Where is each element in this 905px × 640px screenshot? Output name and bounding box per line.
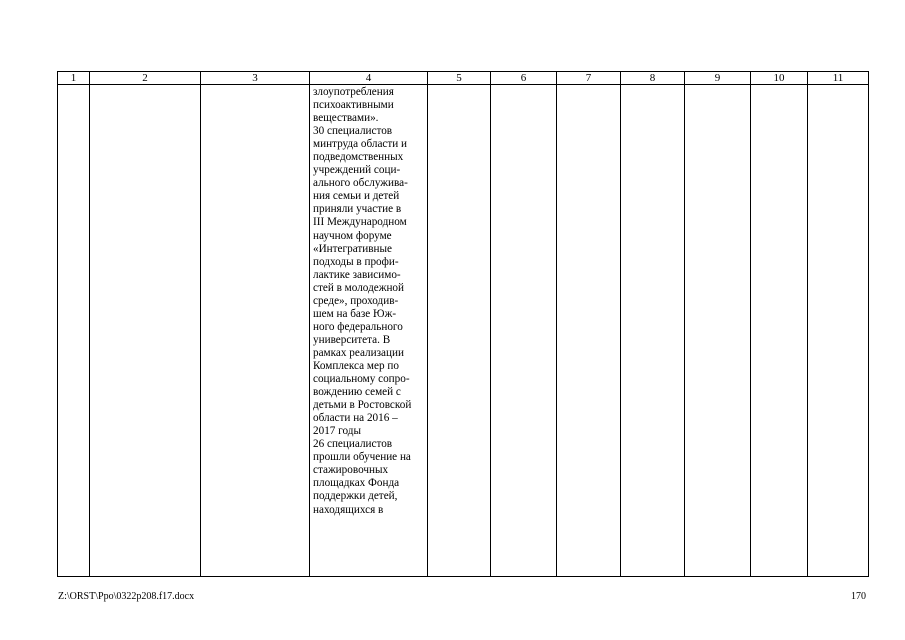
table-cell-4 bbox=[310, 85, 428, 577]
column-header-1: 1 bbox=[58, 72, 90, 85]
table-cell-10 bbox=[751, 85, 808, 577]
header-row bbox=[58, 72, 869, 85]
column-header-6: 6 bbox=[491, 72, 557, 85]
column-header-5: 5 bbox=[428, 72, 491, 85]
footer-page-number: 170 bbox=[851, 591, 866, 602]
column-header-8: 8 bbox=[621, 72, 685, 85]
table-cell-11 bbox=[808, 85, 869, 577]
continuation-table bbox=[57, 71, 869, 577]
table-cell-2 bbox=[90, 85, 201, 577]
footer-file-path: Z:\ORST\Ppo\0322p208.f17.docx bbox=[58, 591, 195, 602]
table-cell-1 bbox=[58, 85, 90, 577]
table-cell-6 bbox=[491, 85, 557, 577]
column-header-3: 3 bbox=[201, 72, 310, 85]
table-cell-7 bbox=[557, 85, 621, 577]
column-header-4: 4 bbox=[310, 72, 428, 85]
column-header-7: 7 bbox=[557, 72, 621, 85]
column-4-text: злоупотребления психоактивными веществами». 30 специалистов минтруда области и подведомственных учреждений соци- ального обслужива- ния семьи и детей приняли участие в III Международном научном форуме «Интегративные подходы в профи- лактике зависимо- стей в молодежной среде», проходив- шем на базе Юж- ного федерального университета. В рамках реализации Комплекса мер по социальному сопро- вождению семей с детьми в Ростовской области на 2016 – 2017 годы 26 специалистов прошли обучение на стажировочных площадках Фонда поддержки детей, находящихся в bbox=[313, 86, 412, 516]
table-row bbox=[58, 85, 869, 577]
column-header-9: 9 bbox=[685, 72, 751, 85]
column-header-2: 2 bbox=[90, 72, 201, 85]
table-cell-9 bbox=[685, 85, 751, 577]
table-cell-5 bbox=[428, 85, 491, 577]
column-header-11: 11 bbox=[808, 72, 869, 85]
column-header-10: 10 bbox=[751, 72, 808, 85]
table-cell-8 bbox=[621, 85, 685, 577]
table-cell-3 bbox=[201, 85, 310, 577]
